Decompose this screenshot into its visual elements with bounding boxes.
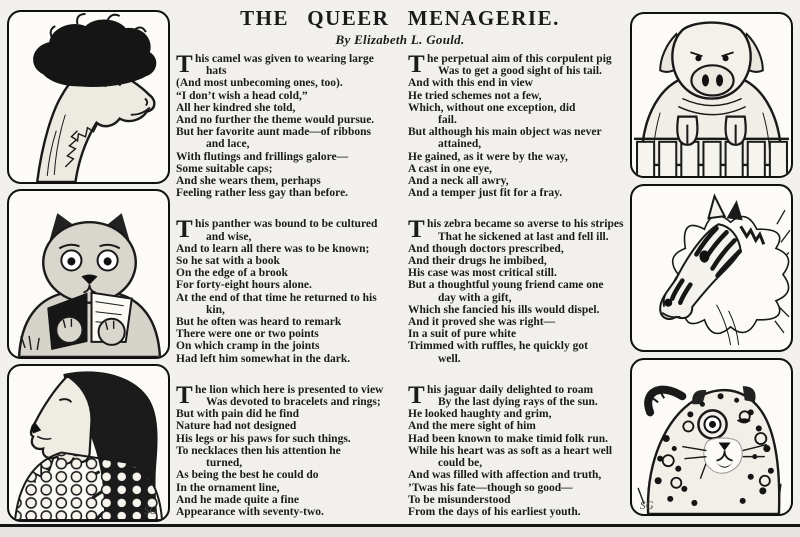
drop-cap-initial: T [176,51,193,78]
page-title: THE QUEER MENAGERIE. [240,6,560,30]
poem-line: could be, [438,457,483,470]
poem-line: To necklaces then his attention he [176,444,341,457]
poem-line: And was filled with affection and truth, [408,469,602,482]
poem-line: But he often was heard to remark [176,316,342,329]
poem-line: (And most unbecoming ones, too). [176,77,343,90]
illustration-column-left [7,10,170,522]
poem-panther [176,218,392,364]
poem-line: he lion which here is presented to view [195,383,384,396]
poem-line: Which she fancied his ills would dispel. [408,303,600,316]
poem-line: Which, without one exception, did [408,101,576,114]
poem-line: And though doctors prescribed, [408,242,564,255]
text-content [176,4,624,537]
poem-line: But although his main object was never [408,126,602,139]
poem-camel [176,53,392,199]
poem-line: With flutings and frillings galore— [176,150,349,163]
poem-line: his zebra became so averse to his stripes [427,218,624,231]
poem-line: In a suit of pure white [408,328,517,341]
illustration-pig-at-fence [630,12,793,178]
illustration-zebra-ruffles [630,184,793,352]
illustration-lion-necklaces [7,364,170,522]
poem-line: hats [206,65,227,78]
zebra-drawing [632,186,791,350]
poem-line: While his heart was as soft as a heart well [408,444,613,457]
poem-line: But with pain did he find [176,408,300,421]
poem-jaguar [408,381,624,518]
artist-signature: SG [143,504,158,517]
poem-line: For forty-eight hours alone. [176,279,312,292]
poem-line: day with a gift, [438,291,512,304]
lion-drawing [9,366,168,520]
poem-line: fail. [438,114,457,127]
poem-line: turned, [206,457,243,470]
poem-line: well. [438,352,461,365]
camel-drawing [9,12,168,182]
drop-cap-initial: T [176,381,193,409]
poem-line: He looked haughty and grim, [408,408,552,421]
poem-line: And no further the theme would pursue. [176,114,375,127]
poem-line: And a neck all awry, [408,175,509,188]
poem-line: And he made quite a fine [176,493,299,506]
poem-line: Appearance with seventy-two. [176,505,324,518]
poem-line: And the mere sight of him [408,420,536,433]
poem-line: But her favorite aunt made—of ribbons [176,126,371,139]
poem-line: A cast in one eye, [408,162,493,175]
poem-line: and wise, [206,230,252,243]
poem-lion [176,381,392,518]
poem-line: Feeling rather less gay than before. [176,187,349,200]
illustration-column-right [630,12,793,516]
poem-line: He tried schemes not a few, [408,89,542,102]
artist-signature: SG [640,499,654,512]
poem-line: Was to get a good sight of his tail. [438,65,602,78]
poem-line: And to learn all there was to be known; [176,242,370,255]
poem-line: In the ornament line, [176,481,280,494]
poem-line: As being the best he could do [176,469,319,482]
poem-line: Had been known to make timid folk run. [408,432,609,445]
poem-line: And it proved she was right— [408,316,556,329]
poem-line: His legs or his paws for such things. [176,432,351,445]
poem-line: Some suitable caps; [176,162,273,175]
poem-columns [176,53,624,537]
drop-cap-initial: T [408,216,425,244]
poem-line: So he sat with a book [176,255,280,268]
poem-line: And their drugs he imbibed, [408,255,547,268]
panther-drawing [9,191,168,357]
poem-line: his camel was given to wearing large [195,53,374,65]
poem-line: Was devoted to bracelets and rings; [206,396,381,409]
poem-pig [408,53,624,199]
byline: By Elizabeth L. Gould. [335,32,465,47]
poem-line: and lace, [206,138,250,151]
poem-line: attained, [438,138,482,151]
poem-line: Had left him somewhat in the dark. [176,352,351,365]
poem-line: he perpetual aim of this corpulent pig [427,53,612,65]
drop-cap-initial: T [408,51,425,78]
pig-drawing [632,14,791,176]
jaguar-drawing [632,360,791,514]
poem-line: On which cramp in the joints [176,340,320,353]
illustration-camel-in-hat [7,10,170,184]
poem-line: To be misunderstood [408,493,511,506]
poem-line: his panther was bound to be cultured [195,218,378,231]
poem-zebra [408,218,624,364]
poem-line: his jaguar daily delighted to roam [427,383,594,396]
poem-column-left [176,53,392,537]
poem-line: By the last dying rays of the sun. [438,396,598,409]
illustration-jaguar-monocle [630,358,793,516]
poem-line: There were one or two points [176,328,319,341]
poem-line: But a thoughtful young friend came one [408,279,604,292]
illustration-panther-reading [7,189,170,359]
poem-line: Trimmed with ruffles, he quickly got [408,340,588,353]
poem-line: kin, [206,303,225,316]
poem-line: And she wears them, perhaps [176,175,321,188]
drop-cap-initial: T [408,381,425,409]
poem-line: That he sickened at last and fell ill. [438,230,609,243]
poem-line: And with this end in view [408,77,533,90]
poem-line: ’Twas his fate—though so good— [408,481,573,494]
poem-line: His case was most critical still. [408,267,557,280]
poem-line: He gained, as it were by the way, [408,150,568,163]
poem-line: All her kindred she told, [176,101,296,114]
poem-line: “I don’t wish a head cold,” [176,89,308,102]
drop-cap-initial: T [176,216,193,244]
poem-line: On the edge of a brook [176,267,288,280]
poem-line: Nature had not designed [176,420,297,433]
poem-line: At the end of that time he returned to his [176,291,377,304]
poem-line: From the days of his earliest youth. [408,505,581,518]
poem-column-right [408,53,624,537]
poem-line: And a temper just fit for a fray. [408,187,563,200]
